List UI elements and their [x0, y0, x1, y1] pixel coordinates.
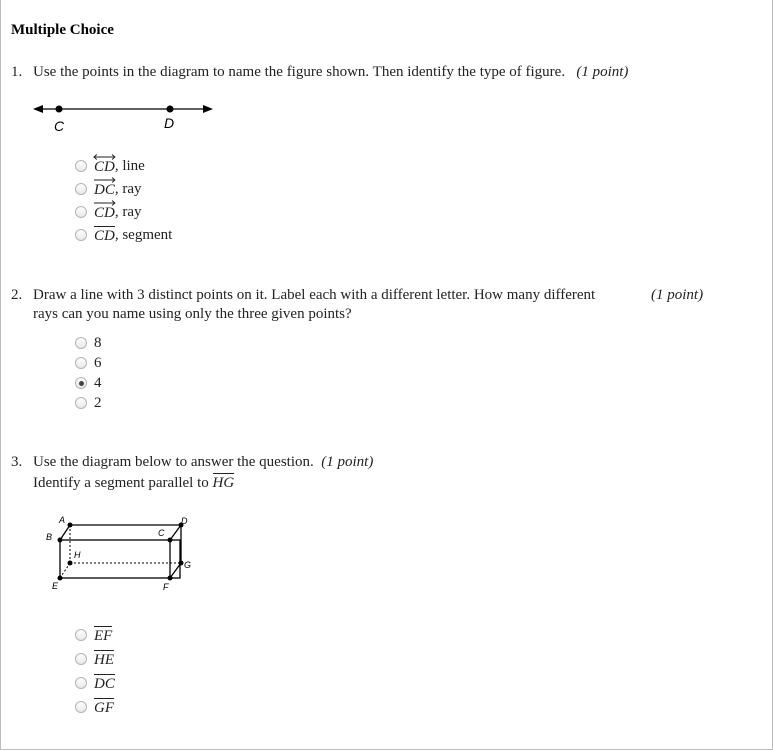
points-label: (1 point)	[321, 454, 374, 470]
option-type: , ray	[114, 180, 142, 197]
ray-arrow-icon	[93, 199, 116, 207]
label-g: G	[184, 560, 192, 570]
question-text: Use the points in the diagram to name the figure shown. Then identify the type of figure.	[33, 64, 566, 80]
option-label: 4	[94, 374, 102, 391]
question-3-prompt	[11, 454, 373, 471]
radio-button-selected[interactable]	[75, 377, 87, 389]
section-heading: Multiple Choice	[11, 22, 114, 38]
ray-arrow-icon	[93, 176, 116, 184]
question-number: 2.	[11, 287, 23, 303]
points-label: (1 point)	[651, 287, 704, 303]
question-2-prompt	[11, 287, 595, 304]
radio-button[interactable]	[75, 183, 87, 195]
vertex-f	[168, 576, 173, 581]
vertex-b	[58, 538, 63, 543]
radio-button[interactable]	[75, 160, 87, 172]
radio-button[interactable]	[75, 677, 87, 689]
segment-symbol: HG	[212, 475, 235, 491]
q2-option-1[interactable]	[75, 333, 102, 353]
edge-ab	[60, 525, 70, 540]
q3-option-1[interactable]	[75, 625, 112, 645]
option-label: 8	[94, 334, 102, 351]
q2-option-3[interactable]	[75, 373, 102, 393]
hidden-edge-he	[60, 563, 70, 578]
right-arrowhead	[203, 105, 213, 113]
segment-symbol: HE	[94, 652, 114, 668]
radio-button[interactable]	[75, 397, 87, 409]
vertex-h	[68, 561, 73, 566]
radio-button[interactable]	[75, 701, 87, 713]
ray-symbol: DC	[94, 180, 115, 199]
question-text-continued: rays can you name using only the three given points?	[33, 306, 352, 322]
q3-option-3[interactable]	[75, 673, 115, 693]
question-number: 3.	[11, 454, 23, 470]
q1-option-2[interactable]	[75, 179, 142, 199]
rectangular-prism-diagram	[40, 512, 200, 597]
label-c: C	[158, 528, 165, 538]
vertex-c	[168, 538, 173, 543]
q2-option-4[interactable]	[75, 393, 102, 413]
ray-symbol: CD	[94, 203, 115, 222]
question-text: Use the diagram below to answer the question.	[33, 454, 314, 470]
line-symbol: CD	[94, 157, 115, 176]
question-number: 1.	[11, 64, 23, 80]
q2-option-2[interactable]	[75, 353, 102, 373]
radio-button[interactable]	[75, 653, 87, 665]
points-label: (1 point)	[576, 64, 629, 80]
point-c	[56, 106, 63, 113]
vertex-g	[179, 561, 184, 566]
label-a: A	[59, 515, 66, 525]
option-type: , segment	[114, 226, 173, 243]
radio-button[interactable]	[75, 357, 87, 369]
option-type: , ray	[114, 203, 142, 220]
label-d: D	[163, 115, 175, 131]
q1-option-1[interactable]	[75, 156, 145, 176]
option-label: 2	[94, 394, 102, 411]
segment-symbol: GF	[94, 700, 114, 716]
question-text-continued: Identify a segment parallel to HG	[33, 475, 235, 491]
point-d	[167, 106, 174, 113]
q1-option-3[interactable]	[75, 202, 142, 222]
q3-option-4[interactable]	[75, 697, 114, 717]
question-text: Draw a line with 3 distinct points on it. Label each with a different letter. How many different	[33, 287, 596, 303]
segment-symbol: EF	[94, 628, 113, 644]
label-c: C	[53, 118, 65, 134]
q1-option-4[interactable]	[75, 225, 172, 245]
radio-button[interactable]	[75, 206, 87, 218]
radio-button[interactable]	[75, 229, 87, 241]
label-e: E	[52, 581, 59, 591]
label-f: F	[163, 582, 169, 592]
label-h: H	[74, 550, 81, 560]
q3-option-2[interactable]	[75, 649, 114, 669]
double-arrow-icon	[93, 153, 116, 161]
radio-button[interactable]	[75, 629, 87, 641]
vertex-a	[68, 523, 73, 528]
segment-symbol: DC	[94, 676, 115, 692]
vertex-e	[58, 576, 63, 581]
line-cd-diagram	[30, 96, 220, 136]
label-b: B	[46, 532, 53, 542]
edge-dc	[170, 525, 181, 540]
radio-button[interactable]	[75, 337, 87, 349]
question-1-prompt	[11, 64, 628, 81]
left-arrowhead	[33, 105, 43, 113]
option-label: 6	[94, 354, 102, 371]
segment-symbol: CD	[94, 228, 115, 244]
label-d: D	[181, 516, 188, 526]
option-type: , line	[114, 157, 145, 174]
